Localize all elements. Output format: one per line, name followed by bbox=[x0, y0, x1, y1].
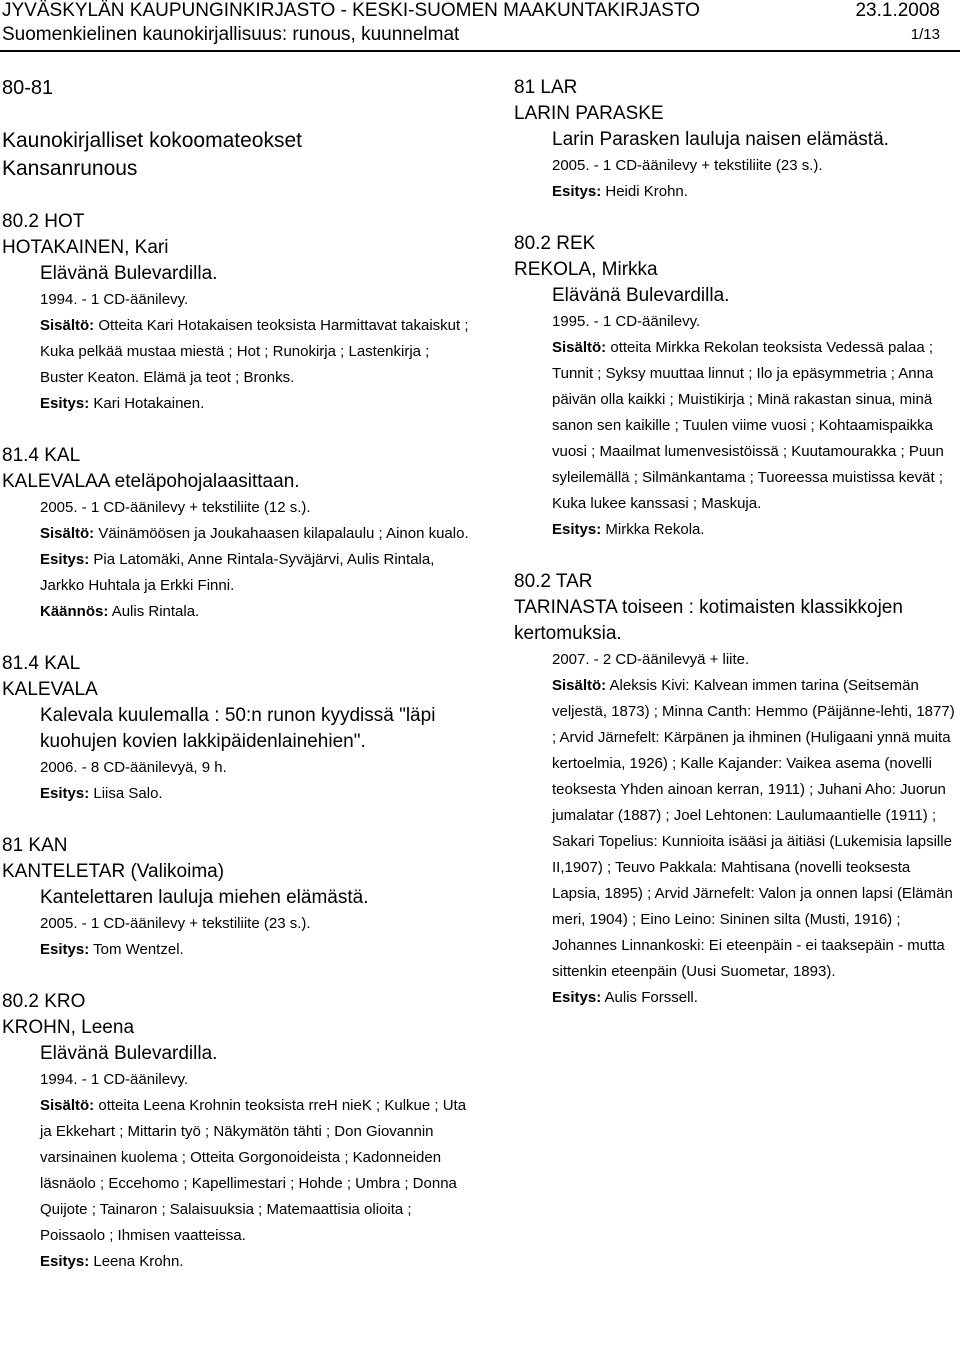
record-title: Elävänä Bulevardilla. bbox=[40, 1043, 218, 1064]
subcategory-heading: Kansanrunous bbox=[2, 157, 138, 180]
contents-text: Otteita Kari Hotakaisen teoksista Harmittavat takaiskut ; Kuka pelkää mustaa miestä ; Hot ; Runokirja ; Lastenkirja ; Buster Keaton. Elämä ja teot ; Bronks. bbox=[40, 317, 469, 386]
performer-text: Pia Latomäki, Anne Rintala-Syväjärvi, Aulis Rintala, Jarkko Huhtala ja Erkki Finni. bbox=[40, 551, 435, 594]
publication-info: 1995. - 1 CD-äänilevy. bbox=[552, 313, 701, 330]
performer-text: Aulis Forssell. bbox=[604, 989, 698, 1006]
classification: 81 KAN bbox=[2, 835, 68, 856]
record-hotakainen bbox=[2, 209, 472, 417]
left-column bbox=[2, 75, 472, 1275]
record-title: Larin Parasken lauluja naisen elämästä. bbox=[552, 129, 889, 150]
main-entry: KALEVALA bbox=[2, 679, 98, 700]
publication-info: 2005. - 1 CD-äänilevy + tekstiliite (12 s.). bbox=[40, 499, 311, 516]
performer-text: Heidi Krohn. bbox=[605, 183, 688, 200]
contents-text: otteita Leena Krohnin teoksista rreH nieK ; Kulkue ; Uta ja Ekkehart ; Mittarin työ ; Näkymätön tähti ; Don Giovannin varsinainen kuolema ; Otteita Gorgonoideista ; Kadonneiden läsnäolo ; Eccehomo ; Kapellimestari ; Hohde ; Umbra ; Donna Quijote ; Tainaron ; Salaisuuksia ; Matemaattisia olioita ; Poissaolo ; Ihmisen vaatteissa. bbox=[40, 1097, 467, 1244]
record-tarinasta bbox=[514, 569, 958, 1011]
main-entry: KROHN, Leena bbox=[2, 1017, 135, 1038]
translator-text: Aulis Rintala. bbox=[111, 603, 200, 620]
publication-info: 1994. - 1 CD-äänilevy. bbox=[40, 291, 189, 308]
record-title: Elävänä Bulevardilla. bbox=[552, 285, 730, 306]
performer-text: Kari Hotakainen. bbox=[93, 395, 205, 412]
classification: 80.2 REK bbox=[514, 233, 596, 254]
contents-text: Aleksis Kivi: Kalvean immen tarina (Seitsemän veljestä, 1873) ; Minna Canth: Hemmo (Päijänne-lehti, 1877) ; Arvid Järnefelt: Kärpänen ja ihminen (Huligaani ynnä muita kertoelmia, 1926) ; Kalle Kajander: Vaikea asema (novelli teoksesta Yhden ainoan kerran, 1911) ; Juhani Aho: Juorun jumalatar (1887) ; Joel Lehtonen: Laulumaantielle (1911) ; Sakari Topelius: Kunnioita isääsi ja äitiäsi (Lukemisia lapsille II,1907) ; Teuvo Pakkala: Mahtisana (novelli teoksesta Lapsia, 1895) ; Arvid Järnefelt: Valon ja onnen lapsi (Elämän meri, 1904) ; Eino Leino: Sininen silta (Musti, 1916) ; Johannes Linnankoski: Ei eteenpäin - ei taaksepäin - mutta sittenkin eteenpäin (Uusi Suometar, 1893). bbox=[552, 677, 955, 980]
record-rekola bbox=[514, 231, 958, 543]
record-title: TARINASTA toiseen : kotimaisten klassikkojen kertomuksia. bbox=[514, 597, 903, 644]
performer-note bbox=[40, 937, 472, 963]
performer-note bbox=[40, 547, 472, 599]
classification: 80.2 HOT bbox=[2, 211, 85, 232]
contents-label: Sisältö: bbox=[552, 339, 607, 356]
right-column bbox=[514, 75, 958, 1011]
publication-info: 2005. - 1 CD-äänilevy + tekstiliite (23 s.). bbox=[552, 157, 823, 174]
performer-text: Tom Wentzel. bbox=[93, 941, 184, 958]
library-name: JYVÄSKYLÄN KAUPUNGINKIRJASTO - KESKI-SUOMEN MAAKUNTAKIRJASTO bbox=[2, 0, 700, 21]
performer-note bbox=[40, 391, 472, 417]
class-range: 80-81 bbox=[2, 77, 54, 99]
contents-label: Sisältö: bbox=[40, 525, 95, 542]
classification: 81 LAR bbox=[514, 77, 578, 98]
record-title: Elävänä Bulevardilla. bbox=[40, 263, 218, 284]
performer-text: Mirkka Rekola. bbox=[605, 521, 705, 538]
translator-note bbox=[40, 599, 472, 625]
performer-text: Leena Krohn. bbox=[93, 1253, 184, 1270]
performer-label: Esitys: bbox=[40, 785, 90, 802]
main-entry: REKOLA, Mirkka bbox=[514, 259, 658, 280]
publication-info: 2005. - 1 CD-äänilevy + tekstiliite (23 s.). bbox=[40, 915, 311, 932]
classification: 81.4 KAL bbox=[2, 445, 81, 466]
contents-label: Sisältö: bbox=[40, 1097, 95, 1114]
record-krohn bbox=[2, 989, 472, 1275]
performer-note bbox=[552, 179, 958, 205]
translator-label: Käännös: bbox=[40, 603, 109, 620]
contents-note bbox=[552, 335, 958, 517]
record-kanteletar bbox=[2, 833, 472, 963]
record-kalevala bbox=[2, 651, 472, 807]
performer-label: Esitys: bbox=[552, 521, 602, 538]
performer-note bbox=[40, 1249, 472, 1275]
publication-info: 2006. - 8 CD-äänilevyä, 9 h. bbox=[40, 759, 227, 776]
main-entry: HOTAKAINEN, Kari bbox=[2, 237, 169, 258]
contents-label: Sisältö: bbox=[40, 317, 95, 334]
contents-text: otteita Mirkka Rekolan teoksista Vedessä palaa ; Tunnit ; Syksy muuttaa linnut ; Ilo ja epäsymmetria ; Anna päivän olla kaikki ; Muistikirja ; Minä rakastan sinua, minä sanon sen kaikille ; Tuulen viime vuosi ; Kohtaamispaikka vuosi ; Maailmat lumenvesistöissä ; Kuutamourakka ; Puun syleilemällä ; Silmänkantama ; Tuoreessa muistissa kevät ; Kuka lukee kanssasi ; Maskuja. bbox=[552, 339, 944, 512]
contents-note bbox=[40, 313, 472, 391]
header-divider bbox=[0, 50, 960, 52]
record-title: Kantelettaren lauluja miehen elämästä. bbox=[40, 887, 369, 908]
main-entry: KANTELETAR (Valikoima) bbox=[2, 861, 225, 882]
record-kalevalaa bbox=[2, 443, 472, 625]
page-number: 1/13 bbox=[910, 26, 940, 43]
record-title: Kalevala kuulemalla : 50:n runon kyydissä "läpi kuohujen kovien lakkipäidenlainehien". bbox=[40, 705, 436, 752]
performer-text: Liisa Salo. bbox=[93, 785, 163, 802]
performer-label: Esitys: bbox=[40, 395, 90, 412]
main-entry: KALEVALAA eteläpohojalaasittaan. bbox=[2, 471, 300, 492]
contents-text: Väinämöösen ja Joukahaasen kilapalaulu ; Ainon kualo. bbox=[98, 525, 469, 542]
print-date: 23.1.2008 bbox=[855, 0, 940, 21]
contents-note bbox=[40, 1093, 472, 1249]
publication-info: 2007. - 2 CD-äänilevyä + liite. bbox=[552, 651, 750, 668]
classification: 80.2 KRO bbox=[2, 991, 86, 1012]
performer-label: Esitys: bbox=[40, 551, 90, 568]
list-subtitle: Suomenkielinen kaunokirjallisuus: runous, kuunnelmat bbox=[2, 24, 460, 45]
performer-label: Esitys: bbox=[552, 989, 602, 1006]
performer-note bbox=[40, 781, 472, 807]
record-larin-paraske bbox=[514, 75, 958, 205]
contents-note bbox=[40, 521, 472, 547]
performer-label: Esitys: bbox=[40, 941, 90, 958]
performer-label: Esitys: bbox=[552, 183, 602, 200]
performer-note bbox=[552, 985, 958, 1011]
classification: 81.4 KAL bbox=[2, 653, 81, 674]
performer-note bbox=[552, 517, 958, 543]
main-entry: LARIN PARASKE bbox=[514, 103, 664, 124]
performer-label: Esitys: bbox=[40, 1253, 90, 1270]
publication-info: 1994. - 1 CD-äänilevy. bbox=[40, 1071, 189, 1088]
contents-note bbox=[552, 673, 958, 985]
category-heading: Kaunokirjalliset kokoomateokset bbox=[2, 129, 302, 152]
classification: 80.2 TAR bbox=[514, 571, 593, 592]
contents-label: Sisältö: bbox=[552, 677, 607, 694]
